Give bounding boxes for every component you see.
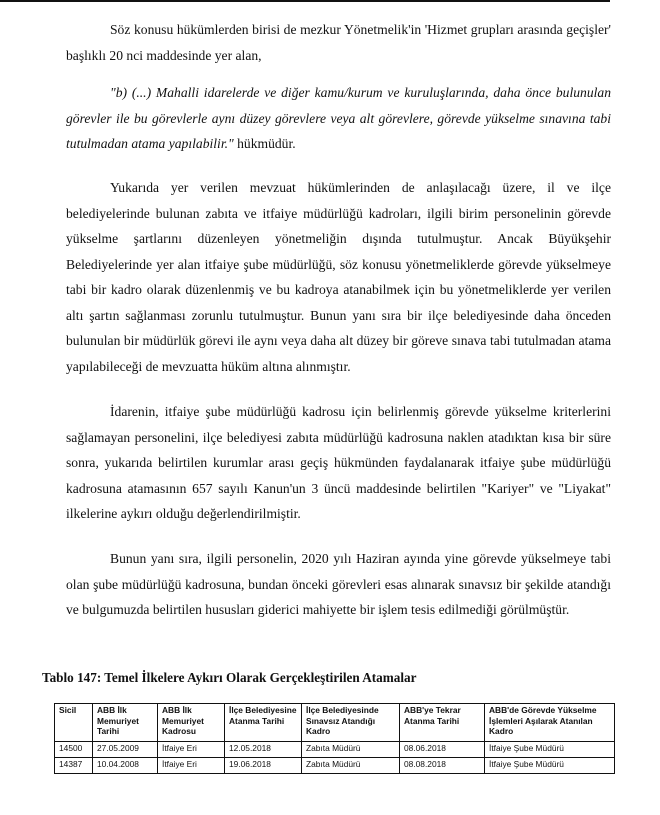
table-row <box>55 758 615 774</box>
header-sicil: Sicil <box>55 704 93 742</box>
quoted-regulation: "b) (...) Mahalli idarelerde ve diğer kamu/kurum ve kuruluşlarında, daha önce bulunulan görevler ile bu görevlerle aynı düzey görevlere veya alt görevlere, görevde yükselme sınavına tabi tutulmadan atama yapılabilir." <box>66 85 611 151</box>
header-reappointment-date: ABB'ye Tekrar Atanma Tarihi <box>400 704 485 742</box>
cell-first-employment-position: İtfaiye Eri <box>158 742 225 758</box>
table-title: Tablo 147: Temel İlkelere Aykırı Olarak Gerçekleştirilen Atamalar <box>42 670 417 685</box>
table-header-row <box>55 704 615 742</box>
cell-reappointment-date: 08.08.2018 <box>400 758 485 774</box>
cell-district-appointment-date: 12.05.2018 <box>225 742 302 758</box>
cell-sicil: 14387 <box>55 758 93 774</box>
cell-district-position: Zabıta Müdürü <box>302 758 400 774</box>
cell-district-position: Zabıta Müdürü <box>302 742 400 758</box>
paragraph-2 <box>66 80 611 157</box>
cell-first-employment-date: 10.04.2008 <box>93 758 158 774</box>
paragraph-3: Yukarıda yer verilen mevzuat hükümlerinden de anlaşılacağı üzere, il ve ilçe belediyelerinde bulunan zabıta ve itfaiye müdürlüğü kadroları, ilgili birim personelinin görevde yükselme şartlarını düzenleyen yönetmeliğin dışında tutulmuştur. Ancak Büyükşehir Belediyelerinde yer alan itfaiye şube müdürlüğü, söz konusu yönetmeliklerde görevde yükselmeye tabi bir kadro olarak düzenlenmiş ve bu kadroya atanabilmek için bu yönetmeliklerde yer verilen altı şartın sağlanması zorunlu tutulmuştur. Bunun yanı sıra bir ilçe belediyesinde daha önceden bulunulan bir müdürlük görevi ile aynı veya daha alt düzey bir göreve sınava tabi tutulmadan atama yapılabileceği de mevzuatta hüküm altına alınmıştır. <box>66 180 611 374</box>
paragraph-5: Bunun yanı sıra, ilgili personelin, 2020 yılı Haziran ayında yine görevde yükselmeye tabi olan şube müdürlüğü kadrosuna, bundan önceki görevleri esas alınarak sınavsız bir şekilde atandığı ve bulgumuzda belirtilen hususları giderici mahiyette bir işlem tesis edilmediği görülmüştür. <box>66 551 611 617</box>
cell-sicil: 14500 <box>55 742 93 758</box>
appointments-table <box>54 703 615 774</box>
paragraph-1: Söz konusu hükümlerden birisi de mezkur Yönetmelik'in 'Hizmet grupları arasında geçişler' başlıklı 20 nci maddesinde yer alan, <box>66 22 611 63</box>
cell-district-appointment-date: 19.06.2018 <box>225 758 302 774</box>
paragraph-4: İdarenin, itfaiye şube müdürlüğü kadrosu için belirlenmiş görevde yükselme kriterlerini sağlamayan personelini, ilçe belediyesi zabıta müdürlüğü kadrosuna naklen atadıktan kısa bir süre sonra, yukarıda belirtilen kurumlar arası geçiş hükmünden faydalanarak itfaiye şube müdürlüğü kadrosuna atamasının 657 sayılı Kanun'un 3 üncü maddesinde belirtilen "Kariyer" ve "Liyakat" ilkelerine aykırı olduğu değerlendirilmiştir. <box>66 404 611 521</box>
cell-first-employment-date: 27.05.2009 <box>93 742 158 758</box>
header-first-employment-date: ABB İlk Memuriyet Tarihi <box>93 704 158 742</box>
table-row <box>55 742 615 758</box>
top-border-line <box>0 0 610 2</box>
cell-first-employment-position: İtfaiye Eri <box>158 758 225 774</box>
header-final-position: ABB'de Görevde Yükselme İşlemleri Aşılarak Atanılan Kadro <box>485 704 615 742</box>
cell-reappointment-date: 08.06.2018 <box>400 742 485 758</box>
header-first-employment-position: ABB İlk Memuriyet Kadrosu <box>158 704 225 742</box>
cell-final-position: İtfaiye Şube Müdürü <box>485 758 615 774</box>
cell-final-position: İtfaiye Şube Müdürü <box>485 742 615 758</box>
header-district-position: İlçe Belediyesinde Sınavsız Atandığı Kadro <box>302 704 400 742</box>
paragraph-2-tail: hükmüdür. <box>233 136 296 151</box>
header-district-appointment-date: İlçe Belediyesine Atanma Tarihi <box>225 704 302 742</box>
